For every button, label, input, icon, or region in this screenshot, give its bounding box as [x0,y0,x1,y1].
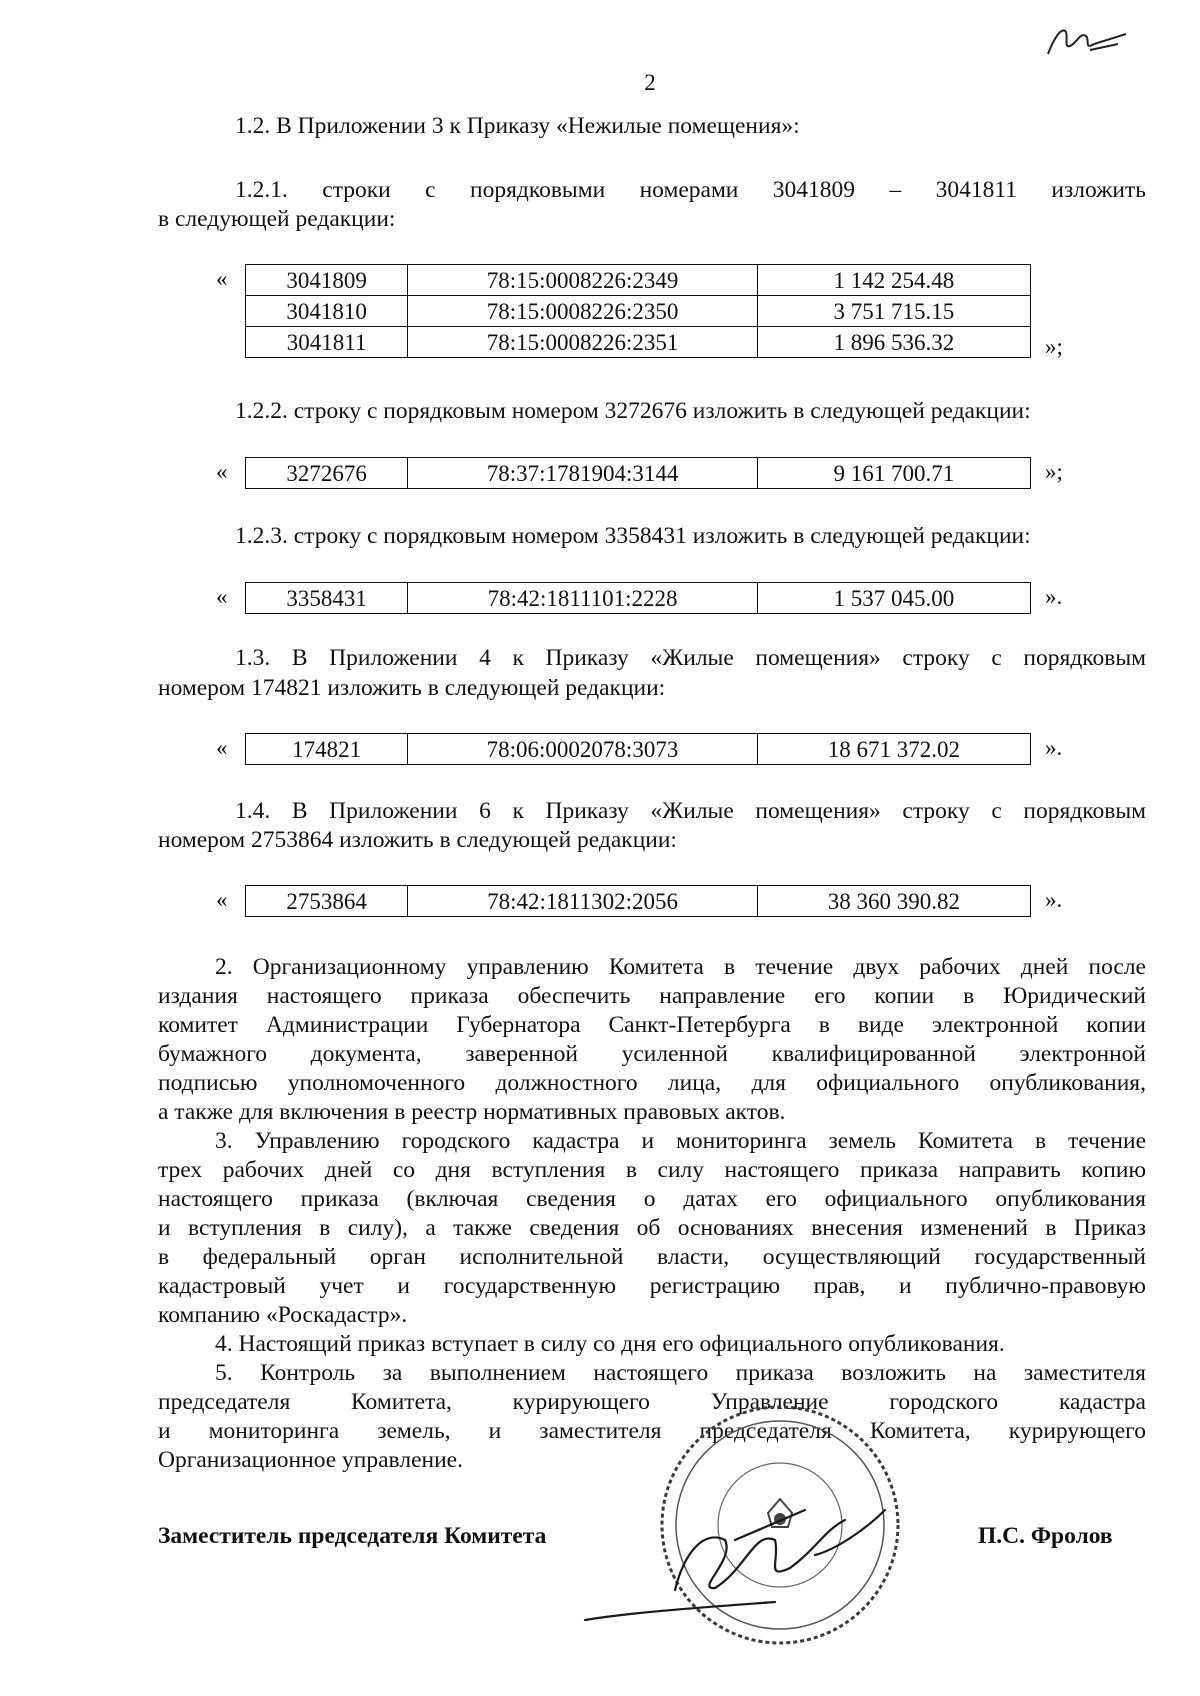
table-row [246,265,1031,296]
paragraph-2-line: 2. Организационному управлению Комитета в течение двух рабочих дней после [215,954,1146,980]
table-row [246,886,1031,917]
table-row [246,296,1031,327]
open-quote: « [216,266,228,291]
word: 3041809 [772,177,856,203]
cell-cadastral: 78:15:0008226:2350 [408,296,758,327]
table-row [246,327,1031,358]
cell-cadastral: 78:15:0008226:2351 [408,327,758,358]
cell-cadastral: 78:37:1781904:3144 [408,458,758,489]
paragraph-2-line: бумажного документа, заверенной усиленной квалифицированной электронной [158,1041,1146,1067]
section-1-3-line2: номером 174821 изложить в следующей редакции: [158,675,666,701]
cell-cadastral: 78:42:1811101:2228 [408,583,758,614]
cell-value: 1 142 254.48 [757,265,1030,296]
section-1-2-1-line2: в следующей редакции: [158,206,396,232]
paragraph-3-line: трех рабочих дней со дня вступления в силу настоящего приказа направить копию [158,1157,1146,1183]
table-row [246,734,1031,765]
cell-number: 2753864 [246,886,408,917]
table-row [246,583,1031,614]
paragraph-5-line: Организационное управление. [158,1447,463,1473]
cell-number: 3041810 [246,296,408,327]
paragraph-2-line: издания настоящего приказа обеспечить направление его копии в Юридический [158,983,1146,1009]
paragraph-3-line: в федеральный орган исполнительной власти, осуществляющий государственный [158,1244,1146,1270]
section-1-2-2: 1.2.2. строку с порядковым номером 3272676 изложить в следующей редакции: [235,398,1031,424]
paragraph-2-line: а также для включения в реестр нормативных правовых актов. [158,1099,786,1125]
paragraph-2-line: подписью уполномоченного должностного лица, для официального опубликования, [158,1070,1146,1096]
paragraph-3-line: кадастровый учет и государственную регистрацию прав, и публично-правовую [158,1273,1146,1299]
page-number: 2 [644,70,656,95]
paragraph-5-line: председателя Комитета, курирующего Управление городского кадастра [158,1389,1146,1415]
table-row [246,458,1031,489]
cell-number: 3272676 [246,458,408,489]
cell-value: 9 161 700.71 [757,458,1030,489]
cell-number: 3041809 [246,265,408,296]
word: 1.2.1. [235,177,288,203]
cell-number: 174821 [246,734,408,765]
cell-value: 1 537 045.00 [757,583,1030,614]
paragraph-3-line: 3. Управлению городского кадастра и мониторинга земель Комитета в течение [215,1128,1146,1154]
word: строки [322,177,391,203]
paragraph-3-line: настоящего приказа (включая сведения о датах его официального опубликования [158,1186,1146,1212]
paragraph-5-line: и мониторинга земель, и заместителя председателя Комитета, курирующего [158,1418,1146,1444]
word: порядковыми [470,177,606,203]
open-quote: « [216,584,228,609]
cell-cadastral: 78:06:0002078:3073 [408,734,758,765]
word: с [425,177,436,203]
close-quote: ». [1045,735,1063,760]
cell-value: 1 896 536.32 [757,327,1030,358]
cell-cadastral: 78:15:0008226:2349 [408,265,758,296]
word: 3041811 [935,177,1017,203]
cell-number: 3041811 [246,327,408,358]
paragraph-3-line: компанию «Роскадастр». [158,1302,408,1328]
word: номерами [639,177,739,203]
signature-title: Заместитель председателя Комитета [158,1523,547,1549]
section-1-2-1-line1 [235,176,1146,204]
section-1-4-line2: номером 2753864 изложить в следующей редакции: [158,827,677,853]
open-quote: « [216,459,228,484]
table-4 [245,733,1031,765]
paragraph-2-line: комитет Администрации Губернатора Санкт-Петербурга в виде электронной копии [158,1012,1146,1038]
cell-number: 3358431 [246,583,408,614]
handwritten-signature [575,1470,905,1640]
close-quote: ». [1045,887,1063,912]
section-1-2-heading: 1.2. В Приложении 3 к Приказу «Нежилые помещения»: [235,113,800,139]
paragraph-3-line: и вступления в силу), а также сведения об основаниях внесения изменений в Приказ [158,1215,1146,1241]
section-1-3-line1: 1.3. В Приложении 4 к Приказу «Жилые помещения» строку с порядковым [235,645,1146,671]
cell-cadastral: 78:42:1811302:2056 [408,886,758,917]
paragraph-4: 4. Настоящий приказ вступает в силу со дня его официального опубликования. [215,1331,1005,1357]
cell-value: 38 360 390.82 [757,886,1030,917]
cell-value: 18 671 372.02 [757,734,1030,765]
open-quote: « [216,735,228,760]
open-quote: « [216,887,228,912]
paragraph-5-line: 5. Контроль за выполнением настоящего приказа возложить на заместителя [215,1360,1146,1386]
signature-name: П.С. Фролов [978,1523,1113,1549]
word: – [889,177,902,203]
table-5 [245,885,1031,917]
table-3 [245,582,1031,614]
close-quote: »; [1045,459,1063,484]
table-1 [245,264,1031,358]
cell-value: 3 751 715.15 [757,296,1030,327]
handwritten-initials [1040,18,1140,68]
section-1-4-line1: 1.4. В Приложении 6 к Приказу «Жилые помещения» строку с порядковым [235,798,1146,824]
close-quote: »; [1045,334,1063,359]
section-1-2-3: 1.2.3. строку с порядковым номером 3358431 изложить в следующей редакции: [235,523,1031,549]
table-2 [245,457,1031,489]
close-quote: ». [1045,584,1063,609]
word: изложить [1051,177,1146,203]
